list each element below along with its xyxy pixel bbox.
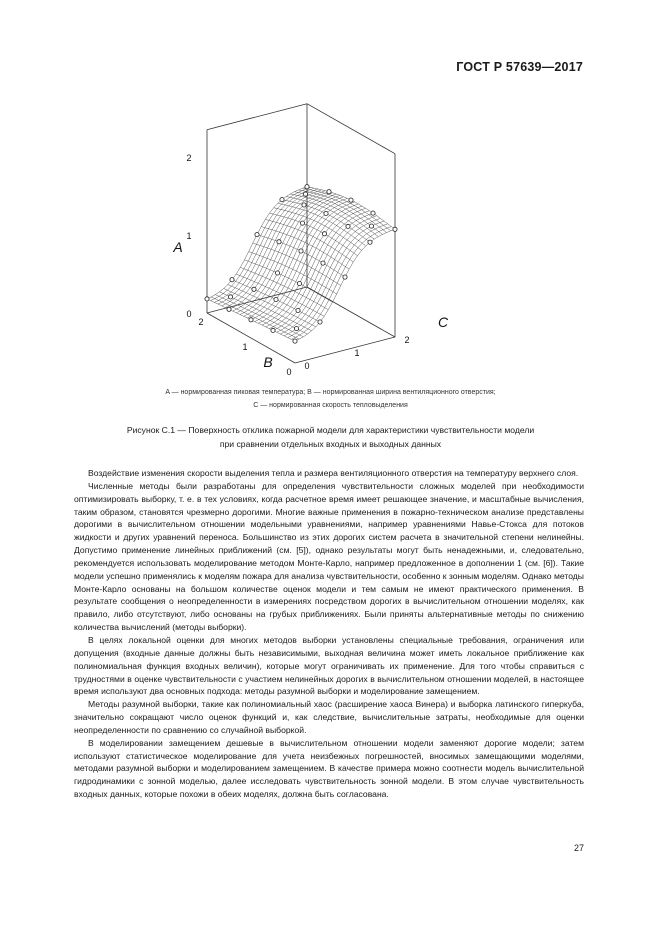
body-text: [74, 467, 584, 801]
sample-point-1: [230, 278, 234, 282]
sample-point-19: [297, 282, 301, 286]
box-edge-3: [307, 287, 395, 337]
sample-point-30: [343, 275, 347, 279]
sample-point-25: [371, 211, 375, 215]
response-surface-plot: [160, 80, 500, 380]
axis-a-letter: A: [173, 239, 183, 255]
a-tick-label-2: 0: [186, 309, 192, 319]
sample-point-2: [255, 233, 259, 237]
standard-code: ГОСТ Р 57639—2017: [456, 60, 583, 74]
a-tick-label-1: 1: [186, 231, 192, 241]
paragraph-3: В целях локальной оценки для многих методов выборки установлены специальные требования, ограничения или допущения (входные данные должны быть независимыми, выходная величина может иметь локальное приближение как полиномиальная функция входных величин), которые могут ограничивать их применение. Для того чтобы справиться с трудностями в оценке чувствительности с участием нелинейных дорогих в вычислительном отношении моделей, в настоящее время используют два основных подхода: методы разумной выборки и моделирование замещением.: [74, 634, 584, 697]
sample-point-17: [324, 211, 328, 215]
figure-legend: [0, 386, 661, 412]
paragraph-4: Методы разумной выборки, такие как полиномиальный хаос (расширение хаоса Винера) и выборка латинского гиперкуба, значительно сокращают число оценок функций и, как следствие, вычислительные затраты, необходимые для оценки неопределенности по сравнению со случайной выборкой.: [74, 699, 584, 735]
sample-point-13: [300, 221, 304, 225]
b-tick-label-1: 1: [242, 342, 248, 352]
paragraph-2: Численные методы были разработаны для определения чувствительности сложных моделей при необходимости оптимизировать выборку, т. е. в тех условиях, когда расчетное время имеет решающее значение, и масштабные вычисления, таким образом, становятся чрезмерно дорогими. Многие важные применения в пожарно-техническом анализе представлены дорогими в вычислительном отношении модельными уравнениями, например уравнениями Навье-Стокса для потоков жидкости и других уравнений переноса. Большинство из этих дорогих систем расчета в значительной степени нелинейны. Допустимо применение линейных приближений (см. [5]), однако результаты могут быть ненадежными, и, следовательно, рекомендуется использовать моделирование методом Монте-Карло, например предложенное в дополнении 1 (см. [6]). Такие модели успешно применялись к моделям пожара для анализа чувствительности, особенно к зонным моделям. Однако методы Монте-Карло основаны на большом количестве оценок модели и тем самым не имеют практического применения. В результате сообщения о неопределенности в измерениях посредством дорогих в вычислительном отношении моделях, как правило, либо отсутствуют, либо основаны на грубых приближениях. Были приняты альтернативные методы по снижению количества вычислений (методы выборки).: [74, 480, 584, 633]
mesh-line-v-5: [228, 285, 316, 327]
sample-point-10: [302, 203, 306, 207]
mesh-line-u-21: [284, 221, 384, 336]
response-surface-figure: [160, 80, 500, 380]
c-tick-label-0: 2: [404, 335, 410, 345]
a-tick-label-0: 2: [186, 153, 192, 163]
b-tick-label-2: 0: [286, 367, 292, 377]
sample-point-21: [271, 328, 275, 332]
figure-caption: [0, 423, 661, 451]
paragraph-5: В моделировании замещением дешевые в вычислительном отношении модели заменяют дорогие модели; затем используют статистическое моделирование для учета неизбежных погрешностей, вносимых замещающими моделями, методами разумной выборки и моделированием замещением. В качестве примера можно соотнести модель вычислительной гидродинамики с зонной моделью, далее исследовать чувствительность зонной модели. В этом случае чувствительность входных данных, которые похожи в обеих моделях, должна быть согласована.: [74, 737, 584, 800]
mesh-line-u-24: [295, 229, 395, 341]
b-tick-label-0: 2: [198, 317, 204, 327]
sample-point-20: [322, 232, 326, 236]
box-edge-8: [307, 104, 395, 154]
sample-point-4: [305, 185, 309, 189]
sample-point-0: [205, 297, 209, 301]
c-tick-label-1: 1: [354, 348, 360, 358]
sample-point-15: [274, 297, 278, 301]
sample-point-26: [294, 327, 298, 331]
page-number: 27: [573, 843, 584, 853]
sample-point-11: [327, 190, 331, 194]
paragraph-1: Воздействие изменения скорости выделения тепла и размера вентиляционного отверстия на температуру верхнего слоя.: [88, 468, 579, 478]
sample-point-9: [277, 240, 281, 244]
sample-point-27: [369, 224, 373, 228]
box-edge-2: [295, 337, 395, 363]
caption-line-1: Рисунок С.1 — Поверхность отклика пожарной модели для характеристики чувствительности модели: [126, 425, 535, 435]
legend-line-2: C — нормированная скорость тепловыделения: [253, 402, 408, 409]
c-tick-label-2: 0: [304, 361, 310, 371]
sample-point-7: [227, 307, 231, 311]
axis-c-letter: C: [437, 314, 449, 330]
sample-point-5: [228, 295, 232, 299]
caption-line-2: при сравнении отдельных входных и выходных данных: [219, 439, 442, 449]
sample-point-16: [299, 249, 303, 253]
sample-point-22: [296, 308, 300, 312]
sample-point-24: [346, 224, 350, 228]
mesh-line-u-23: [291, 227, 391, 340]
legend-line-1: A — нормированная пиковая температура; B — нормированная ширина вентиляционного отверстия;: [165, 389, 496, 396]
box-edge-7: [207, 104, 307, 130]
sample-point-31: [368, 240, 372, 244]
sample-point-14: [249, 318, 253, 322]
mesh-line-v-7: [236, 274, 324, 316]
sample-point-32: [393, 227, 397, 231]
sample-point-18: [349, 198, 353, 202]
sample-point-3: [280, 198, 284, 202]
sample-point-28: [293, 339, 297, 343]
sample-point-29: [318, 320, 322, 324]
mesh-line-u-22: [288, 224, 388, 338]
axis-b-letter: B: [263, 354, 273, 370]
sample-point-23: [321, 261, 325, 265]
sample-point-8: [252, 287, 256, 291]
sample-point-12: [275, 271, 279, 275]
sample-point-6: [303, 192, 307, 196]
